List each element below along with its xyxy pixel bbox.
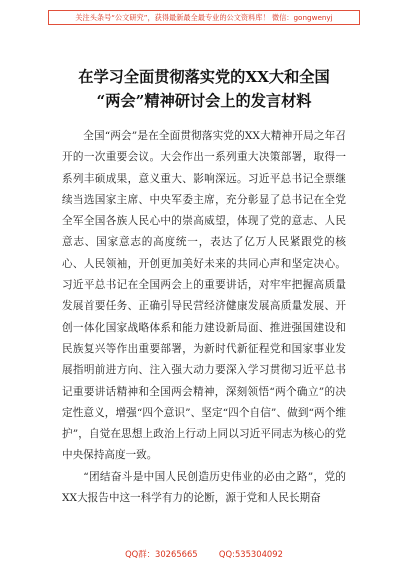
paragraph-1: 全国“两会”是在全面贯彻落实党的XX大精神开局之年召开的一次重要会议。大会作出一系列重大决策部署，取得一系列丰硕成果，意义重大、影响深远。习近平总书记全票继续当选国家主席、中央军委主席，充分彰显了总书记在全党全军全国各族人民心中的崇高威望，体现了党的意志、人民意志、国家意志的高度统一，表达了亿万人民紧跟党的核心、人民领袖，开创更加美好未来的共同心声和坚定决心。习近平总书记在全国两会上的重要讲话，对牢牢把握高质量发展首要任务、正确引导民营经济健康发展高质量发展、开创一体化国家战略体系和能力建设新局面、推进强国建设和民族复兴等作出重要部署，为新时代新征程党和国家事业发展指明前进方向、注入强大动力要深入学习贯彻习近平总书记重要讲话精神和全国两会精神，深刻领悟“两个确立”的决定性意义，增强“四个意识”、坚定“四个自信”、做到“两个维护”，自觉在思想上政治上行动上同以习近平同志为核心的党中央保持高度一致。 <box>62 130 346 462</box>
document-title-line-2: “两会”精神研讨会上的发言材料 <box>96 92 312 110</box>
header-banner <box>48 10 360 25</box>
document-body <box>62 126 346 509</box>
document-title-line-1: 在学习全面贯彻落实党的XX大和全国 <box>78 68 330 86</box>
paragraph-2: “团结奋斗是中国人民创造历史伟业的必由之路”，党的XX大报告中这一科学有力的论断，源于党和人民长期奋 <box>62 470 346 505</box>
footer-contact: QQ群：30265665 QQ:535304092 <box>125 549 283 559</box>
banner-text: 关注头条号“公文研究”，获得最新最全最专业的公文资料库！ 微信：gongwenyj <box>75 12 333 22</box>
